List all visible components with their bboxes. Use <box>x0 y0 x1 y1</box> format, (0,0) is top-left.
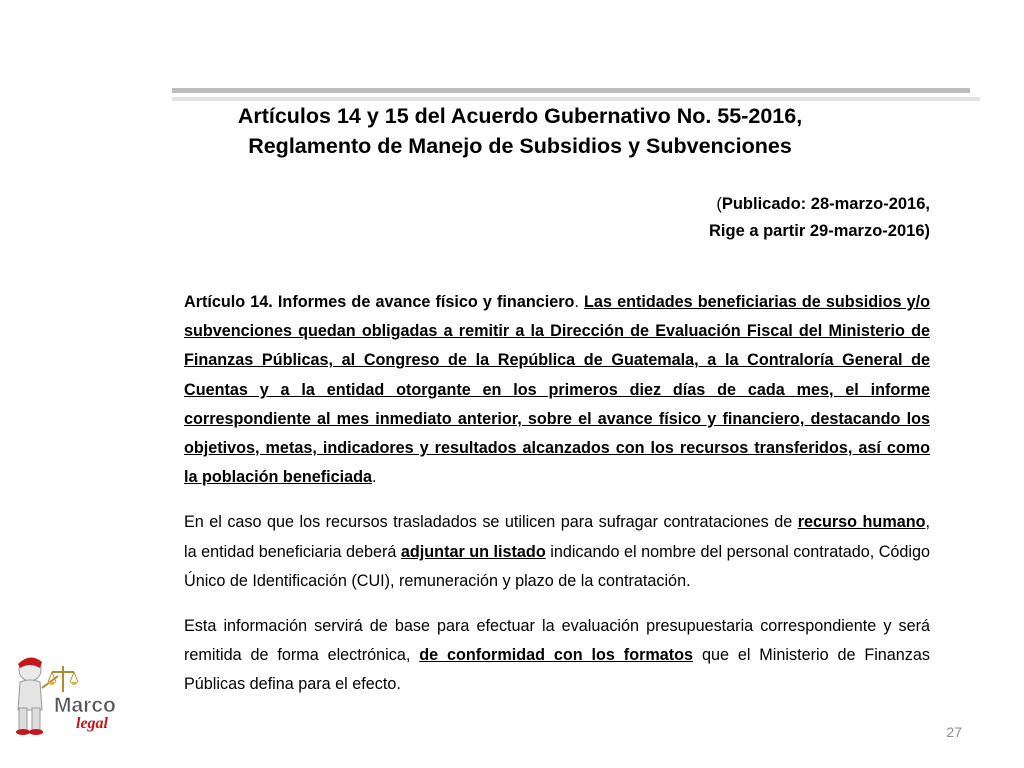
logo-word-legal: legal <box>76 715 108 732</box>
pub-open-paren: ( <box>716 195 722 213</box>
text-segment: que el Ministerio de Finanzas Públicas defina para el efecto. <box>184 646 930 694</box>
text-segment: En el caso que los recursos trasladados se utilicen para sufragar contrataciones de <box>184 513 798 532</box>
slide-title <box>150 101 890 161</box>
heading-separator: . <box>574 293 585 311</box>
article-14-underlined-text: Las entidades beneficiarias de subsidios y/o subvenciones quedan obligadas a remitir a la Dirección de Evaluación Fiscal del Ministerio de Finanzas Públicas, al Congreso de la República de Guatemala, a la Contraloría General de Cuentas y a la entidad otorgante en los primeros diez días de cada mes, el informe correspondiente al mes inmediato anterior, sobre el avance físico y financiero, destacando los objetivos, metas, indicadores y resultados alcanzados con los recursos transferidos, así como la población beneficiada <box>184 293 930 487</box>
pub-date-published: Publicado: 28-marzo-2016, <box>721 195 930 213</box>
underlined-recurso-humano: recurso humano <box>797 513 926 532</box>
underlined-formatos: de conformidad con los formatos <box>419 646 694 665</box>
article-heading: Artículo 14. Informes de avance físico y financiero <box>184 293 575 311</box>
paragraph-end: . <box>372 468 377 487</box>
header-rule-dark <box>172 88 970 93</box>
paragraph-human-resources <box>184 508 930 596</box>
text-segment: , la entidad beneficiaria deberá <box>184 513 930 561</box>
marco-legal-logo-icon <box>8 648 132 740</box>
text-segment: Esta información servirá de base para efectuar la evaluación presupuestaria correspondiente y será remitida de forma electrónica, <box>184 617 930 665</box>
underlined-adjuntar-listado: adjuntar un listado <box>400 542 546 561</box>
marco-legal-logo <box>8 648 132 740</box>
paragraph-information-base <box>184 612 930 700</box>
article-body <box>184 288 930 716</box>
paragraph-article-14 <box>184 288 930 492</box>
page-number: 27 <box>946 724 962 740</box>
text-segment: indicando el nombre del personal contratado, Código Único de Identificación (CUI), remuneración y plazo de la contratación. <box>184 542 930 590</box>
logo-word-marco: Marco <box>54 694 116 717</box>
title-line-2: Reglamento de Manejo de Subsidios y Subvenciones <box>248 134 792 158</box>
publication-info <box>709 191 930 245</box>
title-line-1: Artículos 14 y 15 del Acuerdo Gubernativo No. 55-2016, <box>237 104 803 128</box>
pub-date-effective: Rige a partir 29-marzo-2016) <box>708 222 930 240</box>
